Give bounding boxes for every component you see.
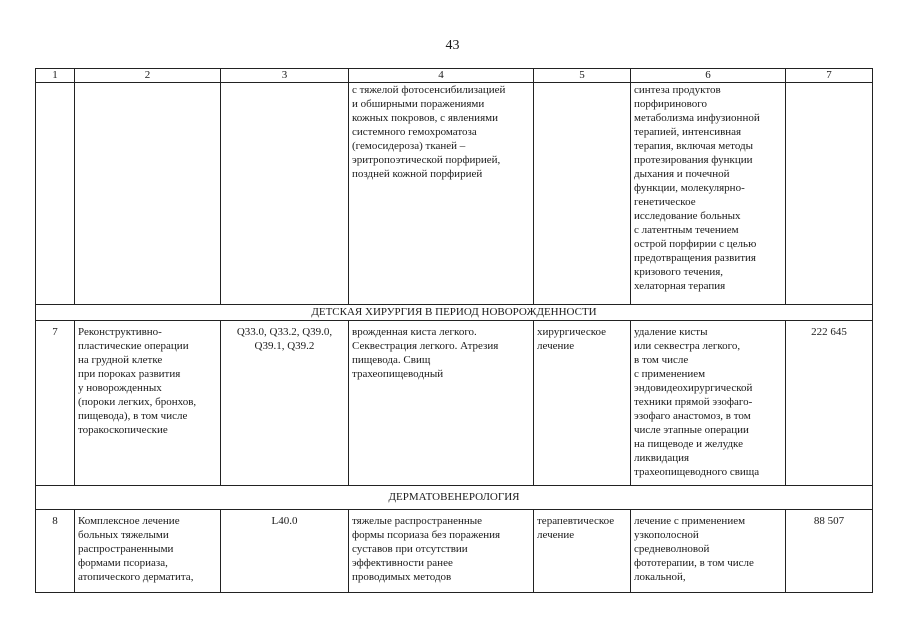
row-number: 7 <box>36 321 75 486</box>
column-number: 1 <box>36 69 75 83</box>
cell-treatment-type: терапевтическое лечение <box>534 510 631 593</box>
cell-treatment-type <box>534 83 631 305</box>
section-title-dermatovenereology: ДЕРМАТОВЕНЕРОЛОГИЯ <box>36 486 873 510</box>
cell-codes <box>221 83 349 305</box>
cell-patient-model: тяжелые распространенные формы псориаза без поражения суставов при отсутствии эффективности ранее проводимых методов <box>349 510 534 593</box>
column-number: 2 <box>75 69 221 83</box>
column-number: 7 <box>786 69 873 83</box>
column-number: 4 <box>349 69 534 83</box>
column-number: 5 <box>534 69 631 83</box>
cell-codes: L40.0 <box>221 510 349 593</box>
cell-treatment-method: лечение с применением узкополосной средневолновой фототерапии, в том числе локальной, <box>631 510 786 593</box>
cell-cost: 88 507 <box>786 510 873 593</box>
cell-treatment-method: удаление кисты или секвестра легкого, в том числе с применением эндовидеохирургической техники прямой эзофаго- эзофаго анастомоз, в том числе этапные операции на пищеводе и желудке ликвидация трахеопищеводного свища <box>631 321 786 486</box>
cell-treatment-method: синтеза продуктов порфиринового метаболизма инфузионной терапией, интенсивная терапия, включая методы протезирования функции дыхания и почечной функции, молекулярно- генетическое исследование больных с латентным течением острой порфирии с целью предотвращения развития кризового течения, хелаторная терапия <box>631 83 786 305</box>
table-row <box>36 510 873 593</box>
section-header-row <box>36 486 873 510</box>
cell-patient-model: врожденная киста легкого. Секвестрация легкого. Атрезия пищевода. Свищ трахеопищеводный <box>349 321 534 486</box>
section-header-row <box>36 305 873 321</box>
cell-cost <box>786 83 873 305</box>
column-number: 3 <box>221 69 349 83</box>
cell-treatment-type: хирургическое лечение <box>534 321 631 486</box>
cell-codes: Q33.0, Q33.2, Q39.0, Q39.1, Q39.2 <box>221 321 349 486</box>
section-title-pediatric-surgery: ДЕТСКАЯ ХИРУРГИЯ В ПЕРИОД НОВОРОЖДЕННОСТИ <box>36 305 873 321</box>
cell-name: Комплексное лечение больных тяжелыми распространенными формами псориаза, атопического дерматита, <box>75 510 221 593</box>
table-row <box>36 321 873 486</box>
row-number: 8 <box>36 510 75 593</box>
continuation-row <box>36 83 873 305</box>
cell-name <box>75 83 221 305</box>
cell-num <box>36 83 75 305</box>
column-number-row <box>36 69 873 83</box>
page-number: 43 <box>445 38 460 53</box>
cell-cost: 222 645 <box>786 321 873 486</box>
cell-patient-model: с тяжелой фотосенсибилизацией и обширными поражениями кожных покровов, с явлениями системного гемохроматоза (гемосидероза) тканей – эритропоэтической порфирией, поздней кожной порфирией <box>349 83 534 305</box>
cell-name: Реконструктивно- пластические операции на грудной клетке при пороках развития у новорожденных (пороки легких, бронхов, пищевода), в том числе торакоскопические <box>75 321 221 486</box>
medical-care-table <box>35 68 873 593</box>
column-number: 6 <box>631 69 786 83</box>
